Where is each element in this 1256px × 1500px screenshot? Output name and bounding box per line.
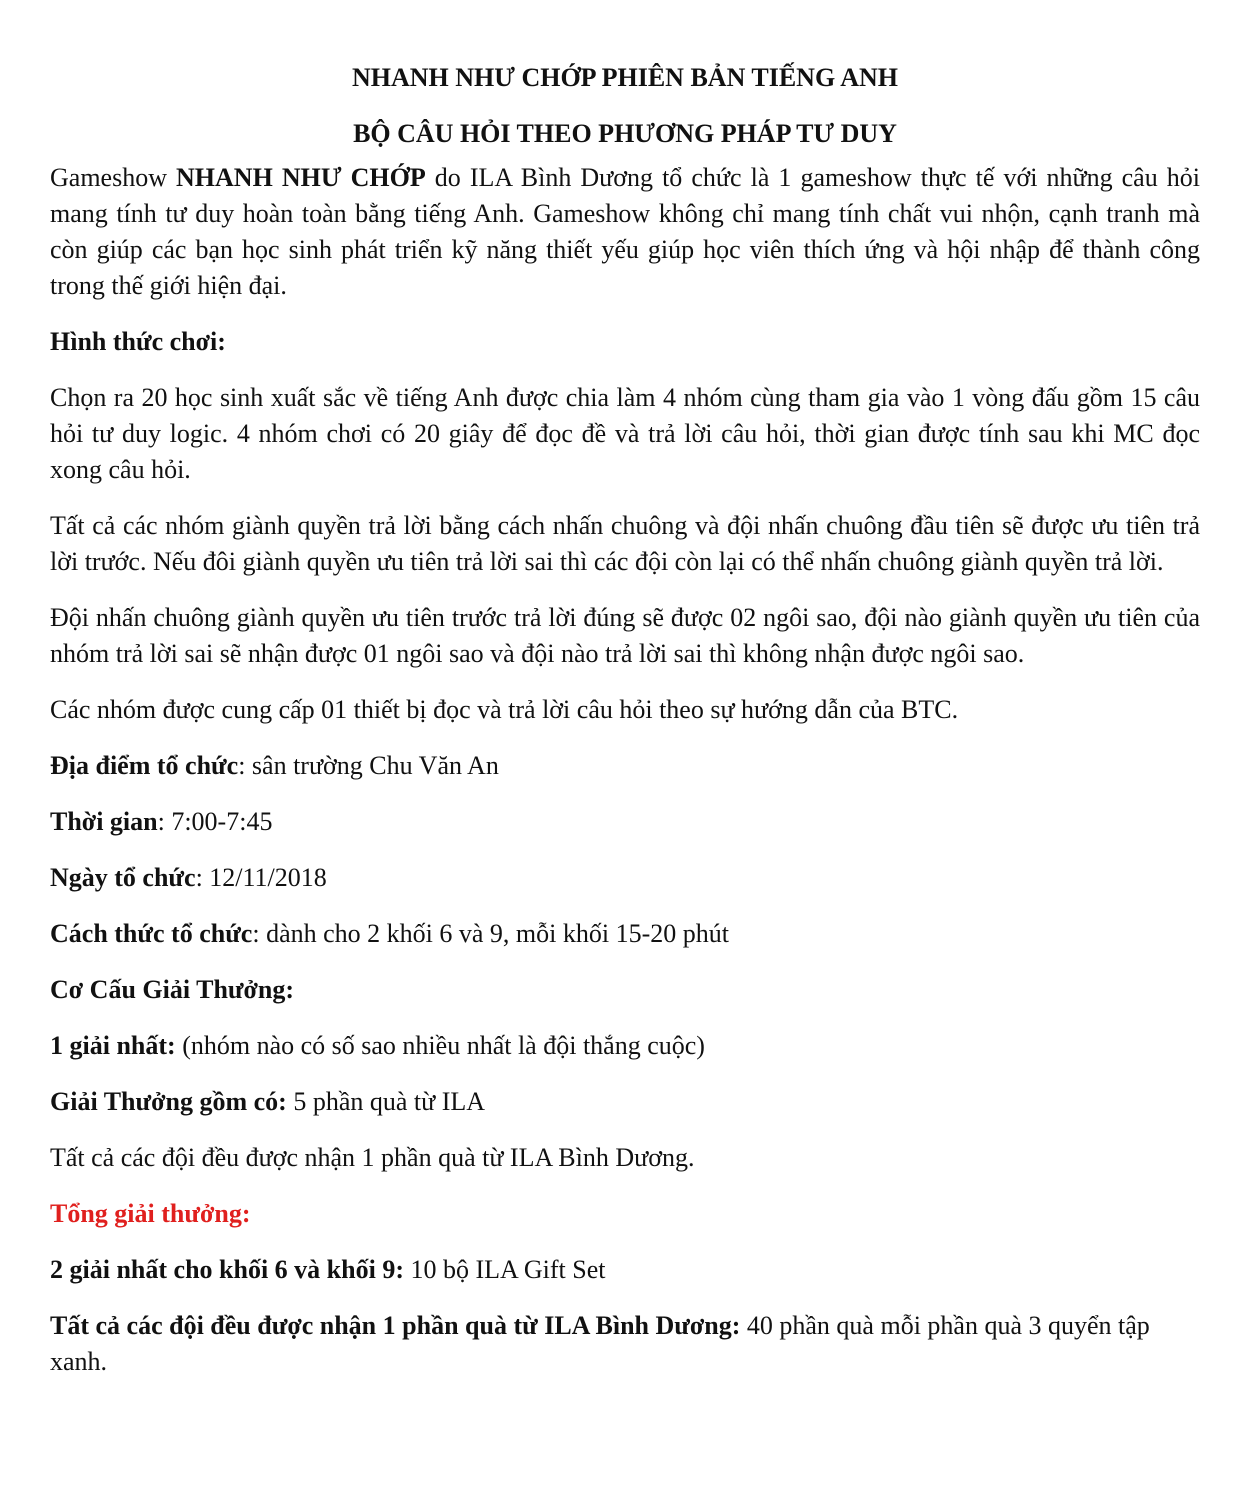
- intro-paragraph: [50, 160, 1200, 304]
- intro-prefix: Gameshow: [50, 163, 177, 192]
- all-teams-prize-label: Tất cả các đội đều được nhận 1 phần quà từ ILA Bình Dương:: [50, 1311, 741, 1340]
- gift-value: 5 phần quà từ ILA: [286, 1087, 486, 1116]
- rules-paragraph-4: Các nhóm được cung cấp 01 thiết bị đọc và trả lời câu hỏi theo sự hướng dẫn của BTC.: [50, 695, 959, 724]
- document-title: NHANH NHƯ CHỚP PHIÊN BẢN TIẾNG ANH: [351, 63, 899, 92]
- time-label: Thời gian: [50, 807, 158, 836]
- document-page: [50, 60, 1200, 1400]
- rules-paragraph-2: Tất cả các nhóm giành quyền trả lời bằng cách nhấn chuông và đội nhấn chuông đầu tiên sẽ được ưu tiên trả lời trước. Nếu đôi giành quyền ưu tiên trả lời sai thì các đội còn lại có thể nhấn chuông giành quyền trả lời.: [50, 511, 1200, 576]
- all-teams-line: Tất cả các đội đều được nhận 1 phần quà từ ILA Bình Dương.: [50, 1143, 695, 1172]
- grade-prize-value: 10 bộ ILA Gift Set: [403, 1255, 606, 1284]
- rules-paragraph-3: Đội nhấn chuông giành quyền ưu tiên trước trả lời đúng sẽ được 02 ngôi sao, đội nào giành quyền ưu tiên của nhóm trả lời sai sẽ nhận được 01 ngôi sao và đội nào trả lời sai thì không nhận được ngôi sao.: [50, 603, 1200, 668]
- rules-paragraph-1: Chọn ra 20 học sinh xuất sắc về tiếng Anh được chia làm 4 nhóm cùng tham gia vào 1 vòng đấu gồm 15 câu hỏi tư duy logic. 4 nhóm chơi có 20 giây để đọc đề và trả lời câu hỏi, thời gian được tính sau khi MC đọc xong câu hỏi.: [50, 383, 1200, 484]
- time-value: : 7:00-7:45: [157, 807, 273, 836]
- first-prize-value: (nhóm nào có số sao nhiều nhất là đội thắng cuộc): [175, 1031, 705, 1060]
- intro-rest: do ILA Bình Dương tổ chức là 1 gameshow thực tế với những câu hỏi mang tính tư duy hoàn toàn bằng tiếng Anh. Gameshow không chỉ mang tính chất vui nhộn, cạnh tranh mà còn giúp các bạn học sinh phát triển kỹ năng thiết yếu giúp học viên thích ứng và hội nhập để thành công trong thế giới hiện đại.: [50, 163, 1200, 300]
- all-teams-prize-value: 40 phần quà mỗi phần quà 3 quyển tập xanh.: [50, 1311, 1150, 1376]
- location-value: : sân trường Chu Văn An: [238, 751, 499, 780]
- date-line: [50, 860, 1200, 896]
- method-label: Cách thức tổ chức: [50, 919, 253, 948]
- date-value: : 12/11/2018: [195, 863, 327, 892]
- total-prize-heading: Tổng giải thưởng:: [50, 1199, 251, 1228]
- prize-structure-heading: Cơ Cấu Giải Thưởng:: [50, 975, 295, 1004]
- grade-prize-label: 2 giải nhất cho khối 6 và khối 9:: [50, 1255, 404, 1284]
- method-value: : dành cho 2 khối 6 và 9, mỗi khối 15-20 phút: [252, 919, 729, 948]
- gameshow-name: NHANH NHƯ CHỚP: [176, 163, 426, 192]
- location-line: [50, 748, 1200, 784]
- date-label: Ngày tổ chức: [50, 863, 196, 892]
- all-teams-prize-line: [50, 1308, 1200, 1380]
- document-subtitle: BỘ CÂU HỎI THEO PHƯƠNG PHÁP TƯ DUY: [353, 119, 897, 148]
- method-line: [50, 916, 1200, 952]
- grade-prize-line: [50, 1252, 1200, 1288]
- hinh-thuc-heading: Hình thức chơi:: [50, 327, 226, 356]
- first-prize-line: [50, 1028, 1200, 1064]
- first-prize-label: 1 giải nhất:: [50, 1031, 176, 1060]
- time-line: [50, 804, 1200, 840]
- gift-line: [50, 1084, 1200, 1120]
- gift-label: Giải Thưởng gồm có:: [50, 1087, 287, 1116]
- location-label: Địa điểm tổ chức: [50, 751, 239, 780]
